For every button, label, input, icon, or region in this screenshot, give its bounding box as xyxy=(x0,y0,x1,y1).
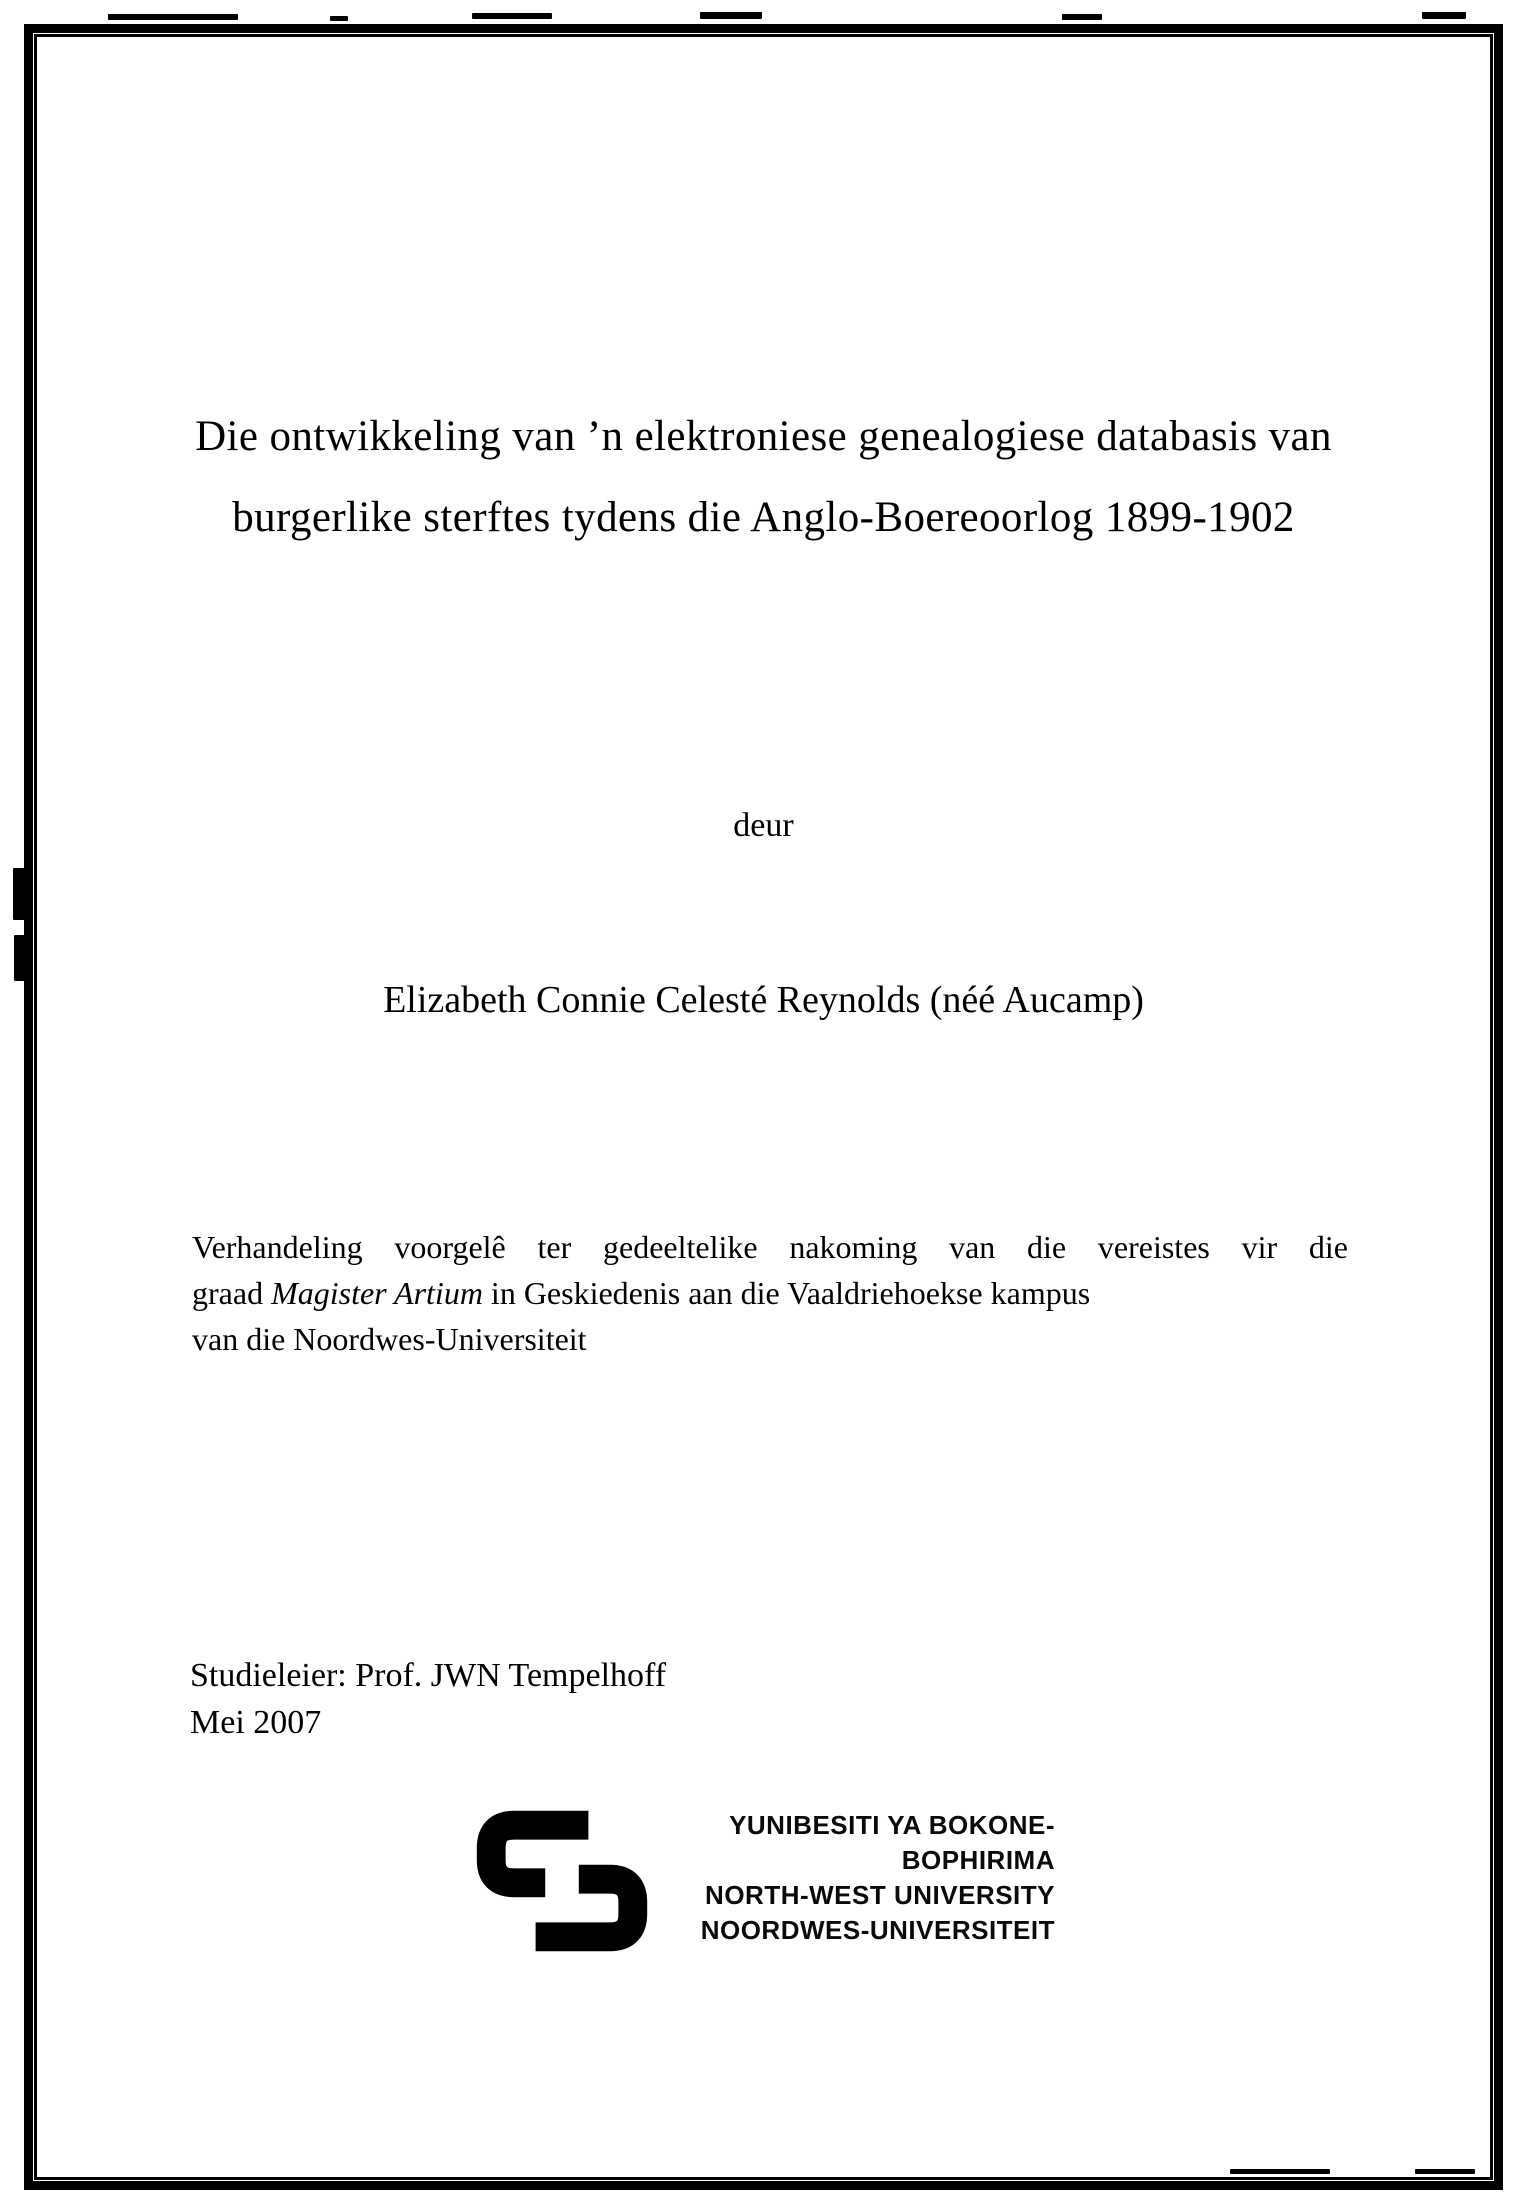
submission-statement xyxy=(192,1224,1348,1362)
scan-artifact xyxy=(1422,12,1466,19)
scan-artifact xyxy=(330,16,348,21)
logo-line-setswana: YUNIBESITI YA BOKONE-BOPHIRIMA xyxy=(729,1810,1055,1875)
statement-line2-post: in Geskiedenis aan die Vaaldriehoekse kampus xyxy=(482,1275,1091,1311)
thesis-title xyxy=(0,396,1527,558)
supervisor-line: Studieleier: Prof. JWN Tempelhoff xyxy=(190,1657,667,1694)
university-logo xyxy=(472,1806,1072,1966)
scan-artifact xyxy=(472,13,552,19)
supervisor-block xyxy=(190,1652,666,1746)
university-logo-text xyxy=(595,1808,1055,1948)
scan-artifact xyxy=(108,14,238,20)
statement-line1: Verhandeling voorgelê ter gedeeltelike nakoming van die vereistes vir die xyxy=(192,1229,1348,1265)
logo-line-english: NORTH-WEST UNIVERSITY xyxy=(705,1880,1055,1910)
thesis-title-line1: Die ontwikkeling van ’n elektroniese genealogiese databasis van xyxy=(195,413,1332,460)
statement-degree-name: Magister Artium xyxy=(271,1275,483,1311)
thesis-title-line2: burgerlike sterftes tydens die Anglo-Boereoorlog 1899-1902 xyxy=(232,494,1295,541)
author-name: Elizabeth Connie Celesté Reynolds (néé Aucamp) xyxy=(383,979,1144,1021)
byline-deur: deur xyxy=(733,807,794,844)
statement-line3: van die Noordwes-Universiteit xyxy=(192,1321,587,1357)
statement-line2-pre: graad xyxy=(192,1275,272,1311)
date-line: Mei 2007 xyxy=(190,1704,322,1741)
scan-artifact xyxy=(700,12,762,19)
scan-artifact xyxy=(1062,14,1102,20)
logo-line-afrikaans: NOORDWES-UNIVERSITEIT xyxy=(700,1915,1055,1945)
statement-line2 xyxy=(192,1270,1348,1316)
